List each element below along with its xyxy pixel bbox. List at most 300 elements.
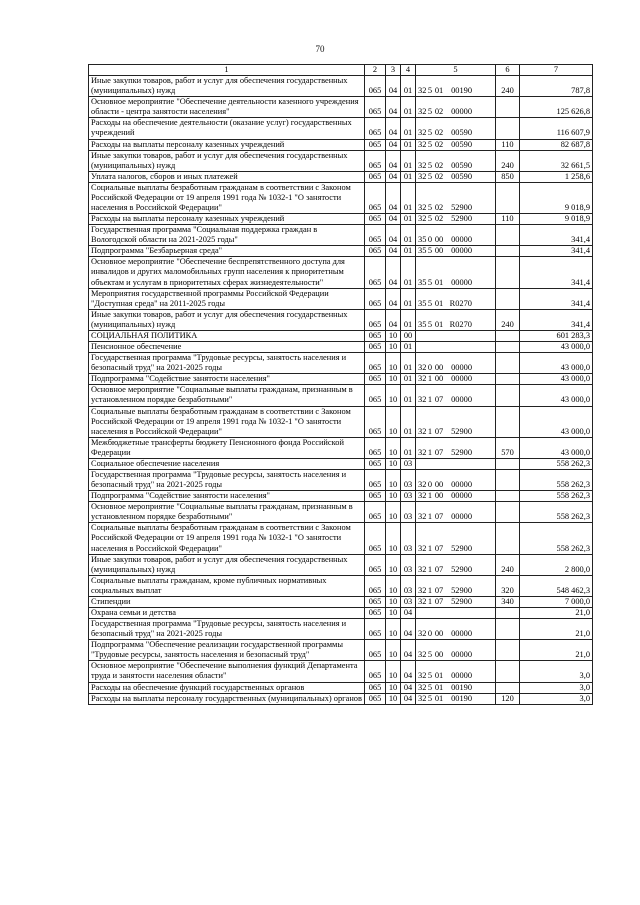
amount: 116 607,9 <box>520 118 593 139</box>
section-code: 10 <box>386 406 401 437</box>
target-code-part: 32 <box>418 596 427 606</box>
expense-name: Социальное обеспечение населения <box>89 458 365 469</box>
expense-type-code <box>496 288 520 309</box>
target-code-part: 32 <box>418 86 427 96</box>
target-code-part: R0270 <box>449 298 472 308</box>
target-code-part: 1 <box>427 543 433 553</box>
ministry-code: 065 <box>365 693 386 704</box>
header-col-2: 2 <box>365 65 386 76</box>
target-code-part: 32 <box>418 564 427 574</box>
expense-type-code <box>496 682 520 693</box>
table-row <box>89 693 593 704</box>
page-number: 70 <box>315 44 325 54</box>
amount: 1 258,6 <box>520 171 593 182</box>
target-code-part: 5 <box>427 693 433 703</box>
expense-name: Расходы на выплаты персоналу государственных (муниципальных) органов <box>89 693 365 704</box>
target-code-part: 00000 <box>451 629 472 639</box>
section-code: 10 <box>386 330 401 341</box>
section-code: 10 <box>386 385 401 406</box>
subsection-code: 01 <box>401 171 416 182</box>
header-col-1: 1 <box>89 65 365 76</box>
section-code: 10 <box>386 596 401 607</box>
table-row <box>89 374 593 385</box>
table-row <box>89 97 593 118</box>
header-col-6: 6 <box>496 65 520 76</box>
subsection-code: 04 <box>401 682 416 693</box>
target-code-part: 00000 <box>451 235 472 245</box>
expense-name: Иные закупки товаров, работ и услуг для обеспечения государственных (муниципальных) нужд <box>89 309 365 330</box>
ministry-code: 065 <box>365 246 386 257</box>
subsection-code: 01 <box>401 214 416 225</box>
target-code-part: 02 <box>434 107 444 117</box>
section-code: 10 <box>386 458 401 469</box>
target-code-part: 00 <box>434 235 444 245</box>
ministry-code: 065 <box>365 385 386 406</box>
expense-type-code <box>496 502 520 523</box>
expense-name: Социальные выплаты гражданам, кроме публичных нормативных социальных выплат <box>89 575 365 596</box>
target-code-part: 5 <box>427 246 433 256</box>
expense-name: Государственная программа "Трудовые ресурсы, занятость населения и безопасный труд" на 2021-2025 годы <box>89 619 365 640</box>
ministry-code: 065 <box>365 97 386 118</box>
target-code-part: 00000 <box>451 246 472 256</box>
target-code-part: 00000 <box>451 491 472 501</box>
table-row <box>89 257 593 288</box>
amount: 43 000,0 <box>520 385 593 406</box>
subsection-code: 04 <box>401 661 416 682</box>
subsection-code: 01 <box>401 118 416 139</box>
target-article-code <box>416 309 496 330</box>
ministry-code: 065 <box>365 139 386 150</box>
amount: 341,4 <box>520 257 593 288</box>
target-code-part: 32 <box>418 682 427 692</box>
target-code-part: 5 <box>427 214 433 224</box>
expense-name: Основное мероприятие "Социальные выплаты гражданам, признанным в установленном порядке безработными" <box>89 385 365 406</box>
expense-name: Государственная программа "Трудовые ресурсы, занятость населения и безопасный труд" на 2021-2025 годы <box>89 353 365 374</box>
target-article-code <box>416 554 496 575</box>
subsection-code: 01 <box>401 257 416 288</box>
target-code-part: 02 <box>434 160 444 170</box>
subsection-code: 01 <box>401 385 416 406</box>
target-code-part: 00590 <box>451 160 472 170</box>
target-code-part: 52900 <box>451 426 472 436</box>
ministry-code: 065 <box>365 118 386 139</box>
subsection-code: 03 <box>401 469 416 490</box>
ministry-code: 065 <box>365 288 386 309</box>
amount: 21,0 <box>520 607 593 618</box>
target-article-code <box>416 575 496 596</box>
target-code-part: 32 <box>418 447 427 457</box>
target-code-part: 32 <box>418 107 427 117</box>
subsection-code: 01 <box>401 374 416 385</box>
expense-name: Межбюджетные трансферты бюджету Пенсионного фонда Российской Федерации <box>89 437 365 458</box>
target-code-part: 01 <box>434 693 444 703</box>
expense-type-code <box>496 353 520 374</box>
target-code-part: 00 <box>434 650 444 660</box>
target-code-part: 00000 <box>451 480 472 490</box>
amount: 3,0 <box>520 693 593 704</box>
target-code-part: 32 <box>418 374 427 384</box>
subsection-code: 01 <box>401 150 416 171</box>
amount: 341,4 <box>520 309 593 330</box>
ministry-code: 065 <box>365 76 386 97</box>
target-code-part: 02 <box>434 171 444 181</box>
target-article-code <box>416 246 496 257</box>
expense-type-code <box>496 469 520 490</box>
target-article-code <box>416 682 496 693</box>
target-code-part: 5 <box>427 86 433 96</box>
subsection-code: 01 <box>401 182 416 213</box>
subsection-code: 03 <box>401 523 416 554</box>
table-row <box>89 150 593 171</box>
expense-name: Иные закупки товаров, работ и услуг для обеспечения государственных (муниципальных) нужд <box>89 150 365 171</box>
expense-type-code: 110 <box>496 214 520 225</box>
section-code: 10 <box>386 469 401 490</box>
ministry-code: 065 <box>365 469 386 490</box>
expense-type-code: 340 <box>496 596 520 607</box>
ministry-code: 065 <box>365 225 386 246</box>
subsection-code: 03 <box>401 458 416 469</box>
target-code-part: 00 <box>434 374 444 384</box>
target-code-part: 1 <box>427 426 433 436</box>
target-article-code <box>416 469 496 490</box>
target-code-part: 00000 <box>451 107 472 117</box>
expense-name: Пенсионное обеспечение <box>89 342 365 353</box>
table-row <box>89 246 593 257</box>
target-article-code <box>416 693 496 704</box>
table-row <box>89 502 593 523</box>
ministry-code: 065 <box>365 661 386 682</box>
target-code-part: 07 <box>434 395 444 405</box>
header-col-4: 4 <box>401 65 416 76</box>
section-code: 04 <box>386 97 401 118</box>
target-code-part: 5 <box>427 139 433 149</box>
header-row <box>89 65 593 76</box>
target-code-part: 32 <box>418 512 427 522</box>
subsection-code: 01 <box>401 225 416 246</box>
table-row <box>89 182 593 213</box>
target-code-part: 52900 <box>451 214 472 224</box>
target-code-part: 02 <box>434 139 444 149</box>
expense-name: Мероприятия государственной программы Российской Федерации "Доступная среда" на 2011-2025 годы <box>89 288 365 309</box>
amount: 32 661,5 <box>520 150 593 171</box>
target-code-part: 5 <box>427 277 433 287</box>
table-row <box>89 225 593 246</box>
target-article-code <box>416 374 496 385</box>
target-code-part: 1 <box>427 491 433 501</box>
expense-type-code: 110 <box>496 139 520 150</box>
section-code: 04 <box>386 288 401 309</box>
expense-name: Стипендии <box>89 596 365 607</box>
amount: 3,0 <box>520 661 593 682</box>
target-code-part: 35 <box>418 235 427 245</box>
target-code-part: 5 <box>427 171 433 181</box>
target-article-code <box>416 491 496 502</box>
target-code-part: 5 <box>427 107 433 117</box>
subsection-code: 03 <box>401 575 416 596</box>
ministry-code: 065 <box>365 491 386 502</box>
target-code-part: 35 <box>418 298 427 308</box>
ministry-code: 065 <box>365 596 386 607</box>
target-code-part: 5 <box>427 682 433 692</box>
target-code-part: 00 <box>434 629 444 639</box>
expense-name: Социальные выплаты безработным гражданам в соответствии с Законом Российской Федерации от 19 апреля 1991 года № 1032-1 "О занятости населения в Российской Федерации" <box>89 523 365 554</box>
target-code-part: 1 <box>427 512 433 522</box>
target-code-part: 52900 <box>451 543 472 553</box>
section-code: 10 <box>386 575 401 596</box>
expense-type-code <box>496 118 520 139</box>
target-article-code <box>416 97 496 118</box>
target-code-part: 1 <box>427 374 433 384</box>
target-code-part: 07 <box>434 596 444 606</box>
section-code: 04 <box>386 309 401 330</box>
section-code: 10 <box>386 491 401 502</box>
expense-name: Расходы на выплаты персоналу казенных учреждений <box>89 139 365 150</box>
section-code: 10 <box>386 374 401 385</box>
amount: 341,4 <box>520 288 593 309</box>
target-code-part: 07 <box>434 447 444 457</box>
section-code: 10 <box>386 437 401 458</box>
section-code: 10 <box>386 619 401 640</box>
ministry-code: 065 <box>365 182 386 213</box>
ministry-code: 065 <box>365 353 386 374</box>
subsection-code: 01 <box>401 139 416 150</box>
expense-type-code: 320 <box>496 575 520 596</box>
target-code-part: 32 <box>418 139 427 149</box>
expense-name: Подпрограмма "Безбарьерная среда" <box>89 246 365 257</box>
target-code-part: 52900 <box>451 447 472 457</box>
expense-name: Расходы на выплаты персоналу казенных учреждений <box>89 214 365 225</box>
amount: 43 000,0 <box>520 353 593 374</box>
target-article-code <box>416 607 496 618</box>
expense-name: Основное мероприятие "Обеспечение выполнения функций Департамента труда и занятости населения области" <box>89 661 365 682</box>
target-article-code <box>416 458 496 469</box>
expense-type-code <box>496 246 520 257</box>
target-code-part: 5 <box>427 160 433 170</box>
target-article-code <box>416 661 496 682</box>
subsection-code: 01 <box>401 353 416 374</box>
table-row <box>89 661 593 682</box>
section-code: 04 <box>386 214 401 225</box>
amount: 558 262,3 <box>520 523 593 554</box>
expense-type-code <box>496 342 520 353</box>
table-row <box>89 406 593 437</box>
target-code-part: 35 <box>418 246 427 256</box>
expense-type-code <box>496 640 520 661</box>
subsection-code: 01 <box>401 76 416 97</box>
target-code-part: 00190 <box>451 682 472 692</box>
amount: 125 626,8 <box>520 97 593 118</box>
target-code-part: 52900 <box>451 203 472 213</box>
target-code-part: 35 <box>418 277 427 287</box>
target-article-code <box>416 437 496 458</box>
target-article-code <box>416 118 496 139</box>
expense-type-code: 240 <box>496 554 520 575</box>
target-article-code <box>416 171 496 182</box>
table-row <box>89 640 593 661</box>
target-code-part: 32 <box>418 491 427 501</box>
target-code-part: 07 <box>434 543 444 553</box>
target-code-part: 00 <box>434 246 444 256</box>
ministry-code: 065 <box>365 554 386 575</box>
target-code-part: 32 <box>418 480 427 490</box>
target-code-part: 52900 <box>451 585 472 595</box>
table-row <box>89 619 593 640</box>
expense-name: Государственная программа "Социальная поддержка граждан в Вологодской области на 2021-2025 годы" <box>89 225 365 246</box>
target-code-part: 32 <box>418 363 427 373</box>
table-row <box>89 596 593 607</box>
target-code-part: 5 <box>427 671 433 681</box>
subsection-code: 03 <box>401 502 416 523</box>
target-code-part: 00000 <box>451 277 472 287</box>
section-code: 04 <box>386 139 401 150</box>
target-code-part: 00 <box>434 491 444 501</box>
header-col-5: 5 <box>416 65 496 76</box>
target-article-code <box>416 342 496 353</box>
ministry-code: 065 <box>365 682 386 693</box>
target-article-code <box>416 182 496 213</box>
table-row <box>89 491 593 502</box>
ministry-code: 065 <box>365 214 386 225</box>
target-code-part: 5 <box>427 319 433 329</box>
target-code-part: 02 <box>434 214 444 224</box>
subsection-code: 01 <box>401 437 416 458</box>
ministry-code: 065 <box>365 640 386 661</box>
target-article-code <box>416 502 496 523</box>
expense-name: Подпрограмма "Содействие занятости населения" <box>89 491 365 502</box>
subsection-code: 01 <box>401 288 416 309</box>
ministry-code: 065 <box>365 342 386 353</box>
subsection-code: 01 <box>401 97 416 118</box>
target-code-part: 32 <box>418 693 427 703</box>
expense-name: Государственная программа "Трудовые ресурсы, занятость населения и безопасный труд" на 2021-2025 годы <box>89 469 365 490</box>
amount: 558 262,3 <box>520 469 593 490</box>
target-article-code <box>416 330 496 341</box>
target-code-part: 5 <box>427 298 433 308</box>
subsection-code: 01 <box>401 342 416 353</box>
target-article-code <box>416 353 496 374</box>
target-article-code <box>416 139 496 150</box>
target-code-part: 32 <box>418 171 427 181</box>
table-row <box>89 353 593 374</box>
section-code: 04 <box>386 182 401 213</box>
target-code-part: 32 <box>418 426 427 436</box>
target-article-code <box>416 214 496 225</box>
amount: 601 283,3 <box>520 330 593 341</box>
expense-type-code <box>496 225 520 246</box>
subsection-code: 01 <box>401 246 416 257</box>
target-code-part: 35 <box>418 319 427 329</box>
target-code-part: 07 <box>434 512 444 522</box>
table-row <box>89 607 593 618</box>
section-code: 10 <box>386 523 401 554</box>
expense-name: Основное мероприятие "Обеспечение деятельности казенного учреждения области - центра занятости населения" <box>89 97 365 118</box>
target-code-part: 07 <box>434 585 444 595</box>
table-row <box>89 76 593 97</box>
target-code-part: 00590 <box>451 128 472 138</box>
target-code-part: 32 <box>418 629 427 639</box>
expense-type-code: 120 <box>496 693 520 704</box>
target-code-part: 00190 <box>451 86 472 96</box>
target-code-part: 52900 <box>451 596 472 606</box>
target-code-part: 00190 <box>451 693 472 703</box>
amount: 2 800,0 <box>520 554 593 575</box>
header-col-3: 3 <box>386 65 401 76</box>
table-row <box>89 682 593 693</box>
target-code-part: 0 <box>427 629 433 639</box>
target-code-part: 32 <box>418 214 427 224</box>
ministry-code: 065 <box>365 309 386 330</box>
expense-name: Подпрограмма "Обеспечение реализации государственной программы "Трудовые ресурсы, занятость населения и безопасный труд" <box>89 640 365 661</box>
target-code-part: 00590 <box>451 139 472 149</box>
amount: 9 018,9 <box>520 182 593 213</box>
expense-type-code: 850 <box>496 171 520 182</box>
target-code-part: 0 <box>427 235 433 245</box>
expense-type-code: 240 <box>496 76 520 97</box>
amount: 558 262,3 <box>520 502 593 523</box>
section-code: 04 <box>386 76 401 97</box>
section-code: 10 <box>386 640 401 661</box>
amount: 7 000,0 <box>520 596 593 607</box>
subsection-code: 04 <box>401 693 416 704</box>
section-code: 04 <box>386 118 401 139</box>
amount: 548 462,3 <box>520 575 593 596</box>
section-code: 10 <box>386 682 401 693</box>
table-row <box>89 523 593 554</box>
target-code-part: 00 <box>434 363 444 373</box>
target-code-part: 01 <box>434 671 444 681</box>
expense-type-code <box>496 257 520 288</box>
expense-name: Иные закупки товаров, работ и услуг для обеспечения государственных (муниципальных) нужд <box>89 554 365 575</box>
expense-name: Социальные выплаты безработным гражданам в соответствии с Законом Российской Федерации от 19 апреля 1991 года № 1032-1 "О занятости населения в Российской Федерации" <box>89 182 365 213</box>
expense-name: Уплата налогов, сборов и иных платежей <box>89 171 365 182</box>
expense-name: Основное мероприятие "Обеспечение беспрепятственного доступа для инвалидов и других маломобильных групп населения к приоритетным объектам и услугам в приоритетных сферах жизнедеятельности" <box>89 257 365 288</box>
target-code-part: 1 <box>427 596 433 606</box>
target-code-part: 00000 <box>451 671 472 681</box>
amount: 558 262,3 <box>520 491 593 502</box>
expense-type-code <box>496 491 520 502</box>
target-code-part: 0 <box>427 480 433 490</box>
expense-name: Подпрограмма "Содействие занятости населения" <box>89 374 365 385</box>
expense-type-code <box>496 619 520 640</box>
target-article-code <box>416 596 496 607</box>
section-code: 10 <box>386 693 401 704</box>
table-row <box>89 575 593 596</box>
amount: 21,0 <box>520 619 593 640</box>
table-row <box>89 214 593 225</box>
ministry-code: 065 <box>365 437 386 458</box>
target-code-part: 32 <box>418 671 427 681</box>
expense-type-code <box>496 330 520 341</box>
header-col-7: 7 <box>520 65 593 76</box>
target-article-code <box>416 406 496 437</box>
ministry-code: 065 <box>365 458 386 469</box>
ministry-code: 065 <box>365 171 386 182</box>
target-code-part: 5 <box>427 128 433 138</box>
amount: 9 018,9 <box>520 214 593 225</box>
target-code-part: 1 <box>427 395 433 405</box>
amount: 82 687,8 <box>520 139 593 150</box>
target-code-part: 01 <box>434 277 444 287</box>
expense-type-code <box>496 523 520 554</box>
target-code-part: 01 <box>434 682 444 692</box>
expense-name: Социальные выплаты безработным гражданам в соответствии с Законом Российской Федерации от 19 апреля 1991 года № 1032-1 "О занятости населения в Российской Федерации" <box>89 406 365 437</box>
target-article-code <box>416 385 496 406</box>
expense-name: Иные закупки товаров, работ и услуг для обеспечения государственных (муниципальных) нужд <box>89 76 365 97</box>
ministry-code: 065 <box>365 406 386 437</box>
target-code-part: 0 <box>427 363 433 373</box>
expense-name: Расходы на обеспечение функций государственных органов <box>89 682 365 693</box>
target-article-code <box>416 225 496 246</box>
